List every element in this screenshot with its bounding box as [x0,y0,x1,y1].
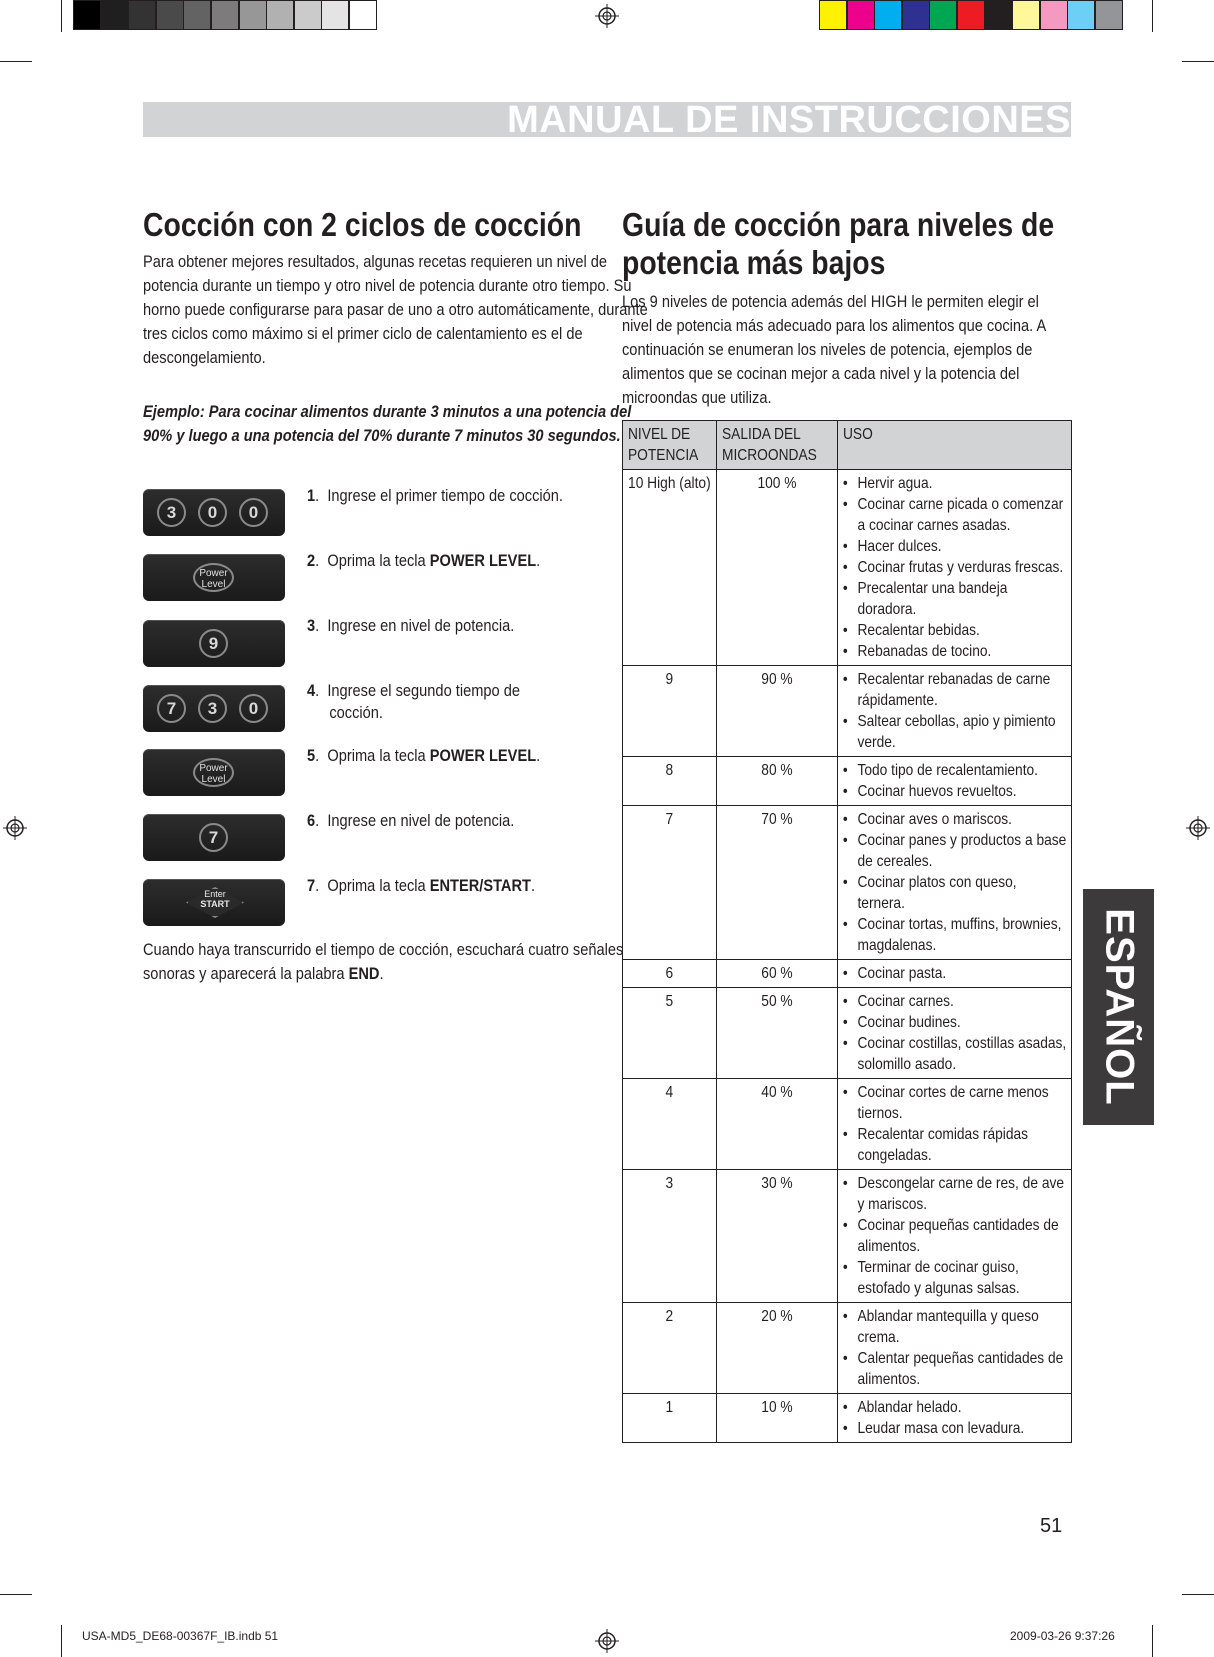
cell-output [716,757,837,806]
cell-output [716,1303,837,1394]
cell-output [716,666,837,757]
power-level-key-line2: Level [201,774,226,785]
crop-mark [61,0,62,32]
crop-mark [1182,1594,1214,1595]
process-swatch [1067,0,1095,30]
step-text: Ingrese el segundo tiempo de cocción. [327,681,520,722]
cell-power-level-text: 2 [665,1308,674,1325]
cell-power-level-text: 4 [665,1084,674,1101]
step-number: 7 [307,876,316,895]
use-list [842,669,1066,753]
crop-mark [61,1625,62,1657]
cell-output-text: 90 % [761,671,793,688]
page-number: 51 [1040,1515,1063,1537]
cell-output-text: 100 % [757,475,797,492]
enter-key-line1: Enter [204,889,226,899]
number-key-3: 3 [157,498,186,527]
table-row [623,806,1072,960]
step-text: Ingrese el primer tiempo de cocción. [327,486,563,505]
process-swatch [929,0,957,30]
cell-use [838,1170,1072,1303]
table-row [623,757,1072,806]
keypad-power-level [143,749,285,796]
use-item: • Cocinar frutas y verduras frescas. [858,557,1067,578]
cell-output [716,1170,837,1303]
use-item: • Hervir agua. [858,473,1067,494]
step-item: 6. Ingrese en nivel de potencia. [307,811,515,830]
cell-power-level [623,470,717,666]
use-item: • Cocinar pasta. [858,963,1067,984]
cell-power-level-text: 7 [665,811,674,828]
use-item: • Recalentar comidas rápidas congeladas. [858,1124,1067,1166]
cell-output [716,1079,837,1170]
table-body [623,470,1072,1443]
two-cycle-example: Ejemplo: Para cocinar alimentos durante 3 minutos a una potencia del 90% y luego a una potencia del 70% durante 7 minutos 30 segundos. [143,402,632,445]
use-list [842,1082,1066,1166]
process-swatch [874,0,902,30]
cell-use [838,988,1072,1079]
cell-output-text: 70 % [761,811,793,828]
closing-end: . [379,964,384,983]
process-swatch [847,0,875,30]
use-item: • Recalentar bebidas. [858,620,1067,641]
use-item: • Cocinar budines. [858,1012,1067,1033]
footer-date: 2009-03-26 9:37:26 [1010,1629,1115,1643]
gray-swatch [211,0,239,30]
use-item: • Descongelar carne de res, de ave y mariscos. [858,1173,1067,1215]
step-text: Oprima la tecla [327,551,430,570]
gray-swatch [294,0,322,30]
use-list [842,473,1066,662]
gray-swatch [239,0,267,30]
header-title: MANUAL DE INSTRUCCIONES [507,99,1071,141]
step-number: 2 [307,551,316,570]
step-number: 1 [307,486,316,505]
crop-mark [0,1594,32,1595]
two-cycle-closing [143,938,625,986]
language-label: ESPAÑOL [1097,908,1141,1106]
crop-mark [1152,0,1153,32]
step-text: Ingrese en nivel de potencia. [327,616,515,635]
two-cycle-intro: Para obtener mejores resultados, algunas recetas requieren un nivel de potencia durante un tiempo y otro nivel de potencia durante otro tiempo. Su horno puede configurarse para pasar de uno a otro automáticamente, durante tres ciclos como máximo si el primer ciclo de calentamiento es el de descongelamiento. [143,252,648,367]
cell-power-level-text: 10 High (alto) [628,475,711,492]
cell-power-level [623,1079,717,1170]
step-item: 7. Oprima la tecla ENTER/START. [307,876,536,895]
header-use-text: USO [843,426,873,443]
use-list [842,809,1066,956]
keypad-enter-start [143,879,285,926]
language-side-tab-label [1083,889,1154,1125]
cell-power-level-text: 8 [665,762,674,779]
use-list [842,1397,1066,1439]
use-item: • Cocinar costillas, costillas asadas, solomillo asado. [858,1033,1067,1075]
power-level-key-line2: Level [201,579,226,590]
cell-output-text: 40 % [761,1084,793,1101]
registration-mark-icon [1186,816,1210,840]
process-swatch [985,0,1013,30]
table-row [623,1394,1072,1443]
cell-output-text: 10 % [761,1399,793,1416]
crop-mark [0,61,32,62]
cell-output-text: 80 % [761,762,793,779]
step-item: 2. Oprima la tecla POWER LEVEL. [307,551,541,570]
use-list [842,760,1066,802]
step-end: . [536,746,541,765]
use-item: • Ablandar helado. [858,1397,1067,1418]
number-key-0: 0 [239,498,268,527]
cell-output [716,1394,837,1443]
cell-output [716,470,837,666]
cell-output [716,960,837,988]
table-row [623,470,1072,666]
table-header-row [623,421,1072,470]
cell-power-level [623,960,717,988]
use-item: • Terminar de cocinar guiso, estofado y algunas salsas. [858,1257,1067,1299]
cell-output-text: 30 % [761,1175,793,1192]
number-key-9: 9 [199,629,228,658]
power-level-key [193,563,234,592]
cell-output-text: 50 % [761,993,793,1010]
power-level-key-line1: Power [199,763,228,774]
cell-power-level [623,1394,717,1443]
number-key-7: 7 [157,694,186,723]
cell-output [716,988,837,1079]
process-swatch [902,0,930,30]
use-list [842,963,1066,984]
cell-use [838,960,1072,988]
use-item: • Recalentar rebanadas de carne rápidamente. [858,669,1067,711]
use-item: • Hacer dulces. [858,536,1067,557]
keypad-730 [143,685,285,732]
step-text: Oprima la tecla [327,746,430,765]
process-swatch [819,0,847,30]
cell-power-level-text: 1 [665,1399,674,1416]
use-item: • Saltear cebollas, apio y pimiento verde. [858,711,1067,753]
power-level-table [622,420,1072,1443]
keypad-300 [143,489,285,536]
process-swatch [1040,0,1068,30]
gray-swatch [156,0,184,30]
step-item: 5. Oprima la tecla POWER LEVEL. [307,746,541,765]
use-item: • Todo tipo de recalentamiento. [858,760,1067,781]
gray-swatch [101,0,129,30]
table-row [623,666,1072,757]
step-text: Ingrese en nivel de potencia. [327,811,515,830]
number-key-0: 0 [239,694,268,723]
cell-use [838,806,1072,960]
step-number: 4 [307,681,316,700]
cell-use [838,1079,1072,1170]
enter-start-key-label [186,889,244,909]
table-row [623,988,1072,1079]
footer-file-name: USA-MD5_DE68-00367F_IB.indb 51 [82,1629,279,1643]
step-item: 4. Ingrese el segundo tiempo de cocción. [307,681,520,722]
number-key-7: 7 [199,823,228,852]
cell-power-level [623,988,717,1079]
process-swatch [1012,0,1040,30]
use-item: • Cocinar pequeñas cantidades de alimentos. [858,1215,1067,1257]
header-power-level [623,421,717,470]
step-item: 1. Ingrese el primer tiempo de cocción. [307,486,563,505]
cell-use [838,1303,1072,1394]
cell-power-level-text: 6 [665,965,674,982]
table-row [623,1079,1072,1170]
number-key-0: 0 [198,498,227,527]
use-item: • Calentar pequeñas cantidades de alimentos. [858,1348,1067,1390]
step-end: . [530,876,536,895]
section-title-two-cycle: Cocción con 2 ciclos de cocción [143,206,582,243]
use-item: • Rebanadas de tocino. [858,641,1067,662]
use-item: • Cocinar tortas, muffins, brownies, magdalenas. [858,914,1067,956]
keypad-9 [143,620,285,667]
cell-power-level-text: 9 [665,671,674,688]
use-item: • Precalentar una bandeja doradora. [858,578,1067,620]
registration-mark-icon [595,1629,619,1653]
gray-swatch [128,0,156,30]
use-item: • Cocinar carne picada o comenzar a cocinar carnes asadas. [858,494,1067,536]
process-swatch [957,0,985,30]
header-power-level-text: NIVEL DE POTENCIA [628,426,699,464]
step-end: . [536,551,541,570]
use-item: • Ablandar mantequilla y queso crema. [858,1306,1067,1348]
use-item: • Cocinar cortes de carne menos tiernos. [858,1082,1067,1124]
enter-key-line2: START [200,899,230,909]
use-item: • Cocinar carnes. [858,991,1067,1012]
cell-power-level-text: 3 [665,1175,674,1192]
cell-output-text: 60 % [761,965,793,982]
table-row [623,1303,1072,1394]
gray-swatch [73,0,101,30]
use-item: • Cocinar huevos revueltos. [858,781,1067,802]
section-title-power-guide: Guía de cocción para niveles de potencia más bajos [622,206,1055,281]
cell-output-text: 20 % [761,1308,793,1325]
step-item: 3. Ingrese en nivel de potencia. [307,616,515,635]
cell-use [838,757,1072,806]
power-level-key-line1: Power [199,568,228,579]
header-microwave-output [716,421,837,470]
use-list [842,1306,1066,1390]
gray-swatch [183,0,211,30]
step-key-name: ENTER/START [429,876,531,895]
closing-end-word: END [348,964,380,983]
cell-power-level [623,666,717,757]
cell-use [838,470,1072,666]
table-row [623,960,1072,988]
registration-mark-icon [595,4,619,28]
cell-power-level [623,757,717,806]
cell-power-level [623,806,717,960]
keypad-power-level [143,554,285,601]
step-key-name: POWER LEVEL [429,746,537,765]
power-guide-intro: Los 9 niveles de potencia además del HIGH le permiten elegir el nivel de potencia más adecuado para los alimentos que cocina. A continuación se enumeran los niveles de potencia, ejemplos de alimentos que se cocinan mejor a cada nivel y la potencia del microondas que utiliza. [622,292,1046,407]
process-swatch [1095,0,1123,30]
cell-power-level [623,1303,717,1394]
step-number: 5 [307,746,316,765]
use-item: • Leudar masa con levadura. [858,1418,1067,1439]
step-number: 3 [307,616,316,635]
crop-mark [1152,1625,1153,1657]
crop-mark [1182,61,1214,62]
use-item: • Cocinar aves o mariscos. [858,809,1067,830]
use-list [842,1173,1066,1299]
gray-swatch [349,0,377,30]
cell-use [838,666,1072,757]
cell-power-level [623,1170,717,1303]
number-key-3: 3 [198,694,227,723]
cell-output [716,806,837,960]
step-text: Oprima la tecla [327,876,430,895]
closing-text: Cuando haya transcurrido el tiempo de cocción, escuchará cuatro señales sonoras y aparecerá la palabra [143,940,624,983]
step-key-name: POWER LEVEL [429,551,537,570]
header-microwave-output-text: SALIDA DEL MICROONDAS [721,426,817,464]
step-number: 6 [307,811,316,830]
use-list [842,991,1066,1075]
gray-swatch [266,0,294,30]
cell-power-level-text: 5 [665,993,674,1010]
header-use [838,421,1072,470]
power-level-key [193,758,234,787]
table-row [623,1170,1072,1303]
gray-swatch [321,0,349,30]
keypad-7 [143,814,285,861]
use-item: • Cocinar platos con queso, ternera. [858,872,1067,914]
registration-mark-icon [3,816,27,840]
cell-use [838,1394,1072,1443]
use-item: • Cocinar panes y productos a base de cereales. [858,830,1067,872]
